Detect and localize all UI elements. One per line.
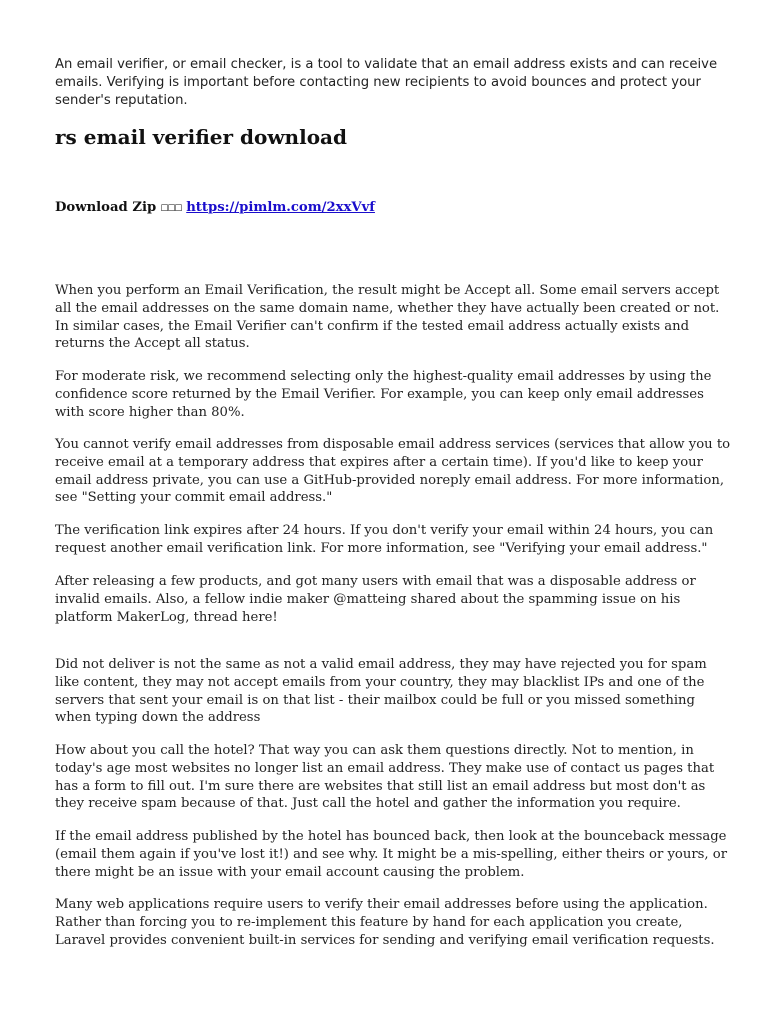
text-line: there might be an issue with your email account causing the problem. — [55, 864, 525, 880]
arrow-icons: ☐☐☐ — [160, 200, 182, 215]
text-line: request another email verification link. For more information, see "Verifying your email address." — [55, 540, 708, 556]
text-line: In similar cases, the Email Verifier can't confirm if the tested email address actually exists and — [55, 318, 690, 334]
download-label: Download Zip — [55, 200, 157, 215]
page-title: rs email verifier download — [55, 125, 347, 149]
paragraph-moderate-risk — [55, 368, 720, 421]
paragraph-call-hotel — [55, 742, 720, 813]
text-line: The verification link expires after 24 hours. If you don't verify your email within 24 hours, you can — [55, 523, 714, 538]
text-line: returns the Accept all status. — [55, 336, 250, 352]
text-line: How about you call the hotel? That way you can ask them questions directly. Not to mention, in — [55, 743, 694, 758]
text-line: Many web applications require users to verify their email addresses before using the application. — [55, 897, 708, 912]
text-line: sender's reputation. — [55, 92, 188, 108]
paragraph-products — [55, 573, 720, 626]
text-line: all the email addresses on the same domain name, whether they have actually been created or not. — [55, 300, 720, 316]
text-line: Rather than forcing you to re-implement this feature by hand for each application you create, — [55, 914, 683, 930]
text-line: You cannot verify email addresses from disposable email address services (services that allow you to — [55, 437, 731, 452]
paragraph-accept-all — [55, 282, 720, 353]
text-line: After releasing a few products, and got many users with email that was a disposable address or — [55, 574, 696, 589]
text-line: invalid emails. Also, a fellow indie maker @matteing shared about the spamming issue on his — [55, 591, 681, 607]
text-line: confidence score returned by the Email Verifier. For example, you can keep only email addresses — [55, 386, 704, 402]
text-line: they receive spam because of that. Just call the hotel and gather the information you require. — [55, 796, 681, 812]
paragraph-link-expiry — [55, 522, 720, 558]
download-line — [55, 199, 375, 217]
text-line: see "Setting your commit email address." — [55, 490, 333, 506]
text-line: today's age most websites no longer list an email address. They make use of contact us pages that — [55, 760, 715, 776]
text-line: emails. Verifying is important before contacting new recipients to avoid bounces and protect your — [55, 74, 701, 90]
text-line: has a form to fill out. I'm sure there are websites that still list an email address but most don't as — [55, 778, 706, 794]
paragraph-did-not-deliver — [55, 656, 720, 727]
text-line: (email them again if you've lost it!) and see why. It might be a mis-spelling, either theirs or yours, or — [55, 846, 728, 862]
intro-paragraph — [55, 56, 720, 109]
text-line: Did not deliver is not the same as not a valid email address, they may have rejected you for spam — [55, 657, 707, 672]
text-line: servers that sent your email is on that list - their mailbox could be full or you missed something — [55, 692, 695, 708]
text-line: An email verifier, or email checker, is a tool to validate that an email address exists and can receive — [55, 57, 718, 72]
text-line: If the email address published by the hotel has bounced back, then look at the bounceback message — [55, 829, 727, 844]
download-link[interactable]: https://pimlm.com/2xxVvf — [186, 200, 375, 215]
text-line: platform MakerLog, thread here! — [55, 609, 278, 625]
text-line: Laravel provides convenient built-in services for sending and verifying email verification requests. — [55, 932, 715, 948]
text-line: When you perform an Email Verification, the result might be Accept all. Some email servers accept — [55, 283, 720, 298]
paragraph-disposable — [55, 436, 731, 507]
text-line: receive email at a temporary address that expires after a certain time). If you'd like to keep your — [55, 454, 703, 470]
text-line: with score higher than 80%. — [55, 404, 245, 420]
paragraph-bounced — [55, 828, 728, 881]
text-line: For moderate risk, we recommend selecting only the highest-quality email addresses by using the — [55, 369, 712, 384]
text-line: when typing down the address — [55, 710, 261, 726]
paragraph-laravel — [55, 896, 720, 949]
text-line: like content, they may not accept emails from your country, they may blacklist IPs and one of the — [55, 674, 705, 690]
text-line: email address private, you can use a GitHub-provided noreply email address. For more information, — [55, 472, 725, 488]
